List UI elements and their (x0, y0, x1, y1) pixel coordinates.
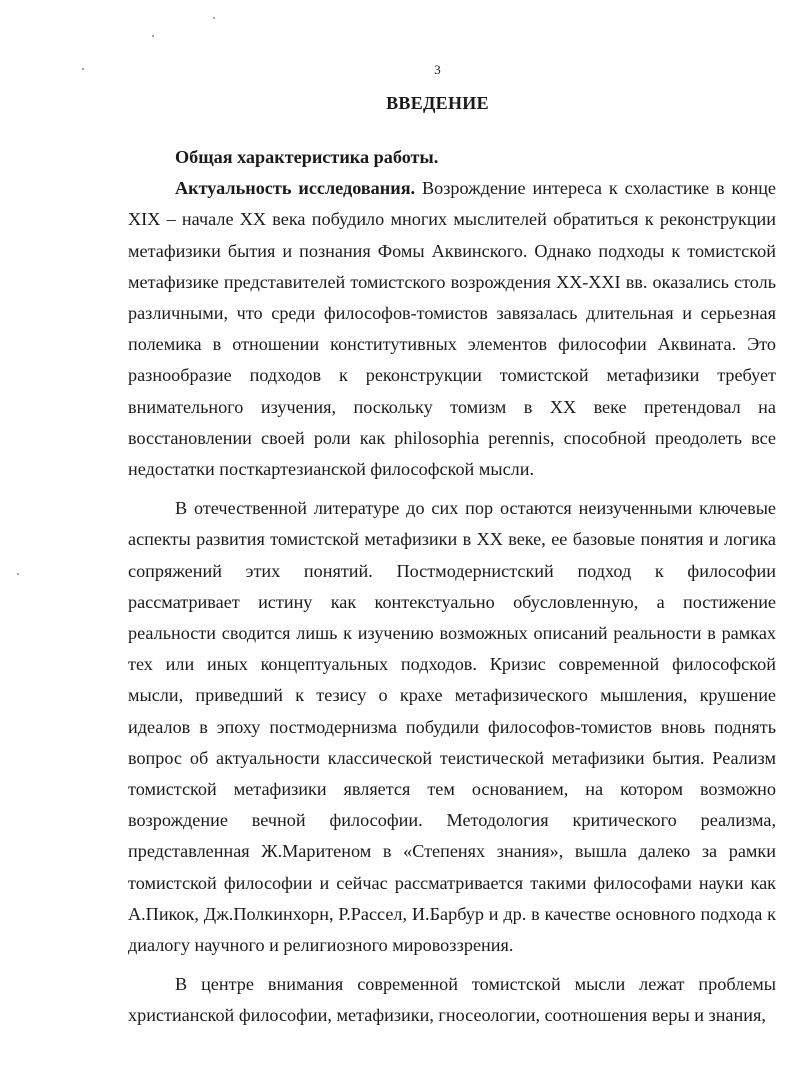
section-heading (128, 142, 776, 173)
paragraph-relevance (128, 173, 776, 485)
scan-speck (152, 35, 154, 37)
relevance-lead: Актуальность исследования. (175, 178, 416, 199)
page-title: ВВЕДЕНИЕ (386, 93, 489, 113)
general-heading: Общая характеристика работы. (175, 147, 439, 167)
document-body (128, 142, 776, 1032)
scan-speck (17, 573, 19, 575)
paragraph-3: В центре внимания современной томистской мысли лежат проблемы христианской философии, метафизики, гносеологии, соотношения веры и знания, (128, 974, 776, 1026)
scan-speck (213, 17, 215, 19)
page-number: 3 (434, 62, 441, 77)
relevance-text: Возрождение интереса к схоластике в конце XIX – начале XX века побудило многих мыслителей обратиться к реконструкции метафизики бытия и познания Фомы Аквинского. Однако подходы к томистской метафизике представителей томистского возрождения XX-XXI вв. оказались столь различными, что среди философов-томистов завязалась длительная и серьезная полемика в отношении конститутивных элементов философии Аквината. Это разнообразие подходов к реконструкции томистской метафизики требует внимательного изучения, поскольку томизм в XX веке претендовал на восстановлении своей роли как philosophia perennis, способной преодолеть все недостатки посткартезианской философской мысли. (128, 178, 776, 480)
paragraph-2: В отечественной литературе до сих пор остаются неизученными ключевые аспекты развития томистской метафизики в XX веке, ее базовые понятия и логика сопряжений этих понятий. Постмодернистский подход к философии рассматривает истину как контекстуально обусловленную, а постижение реальности сводится лишь к изучению возможных описаний реальности в рамках тех или иных концептуальных подходов. Кризис современной философской мысли, приведший к тезису о крахе метафизического мышления, крушение идеалов в эпоху постмодернизма побудили философов-томистов вновь поднять вопрос об актуальности классической теистической метафизики бытия. Реализм томистской метафизики является тем основанием, на котором возможно возрождение вечной философии. Методология критического реализма, представленная Ж.Маритеном в «Степенях знания», вышла далеко за рамки томистской философии и сейчас рассматривается такими философами науки как А.Пикок, Дж.Полкинхорн, Р.Рассел, И.Барбур и др. в качестве основного подхода к диалогу научного и религиозного мировоззрения. (128, 498, 776, 956)
